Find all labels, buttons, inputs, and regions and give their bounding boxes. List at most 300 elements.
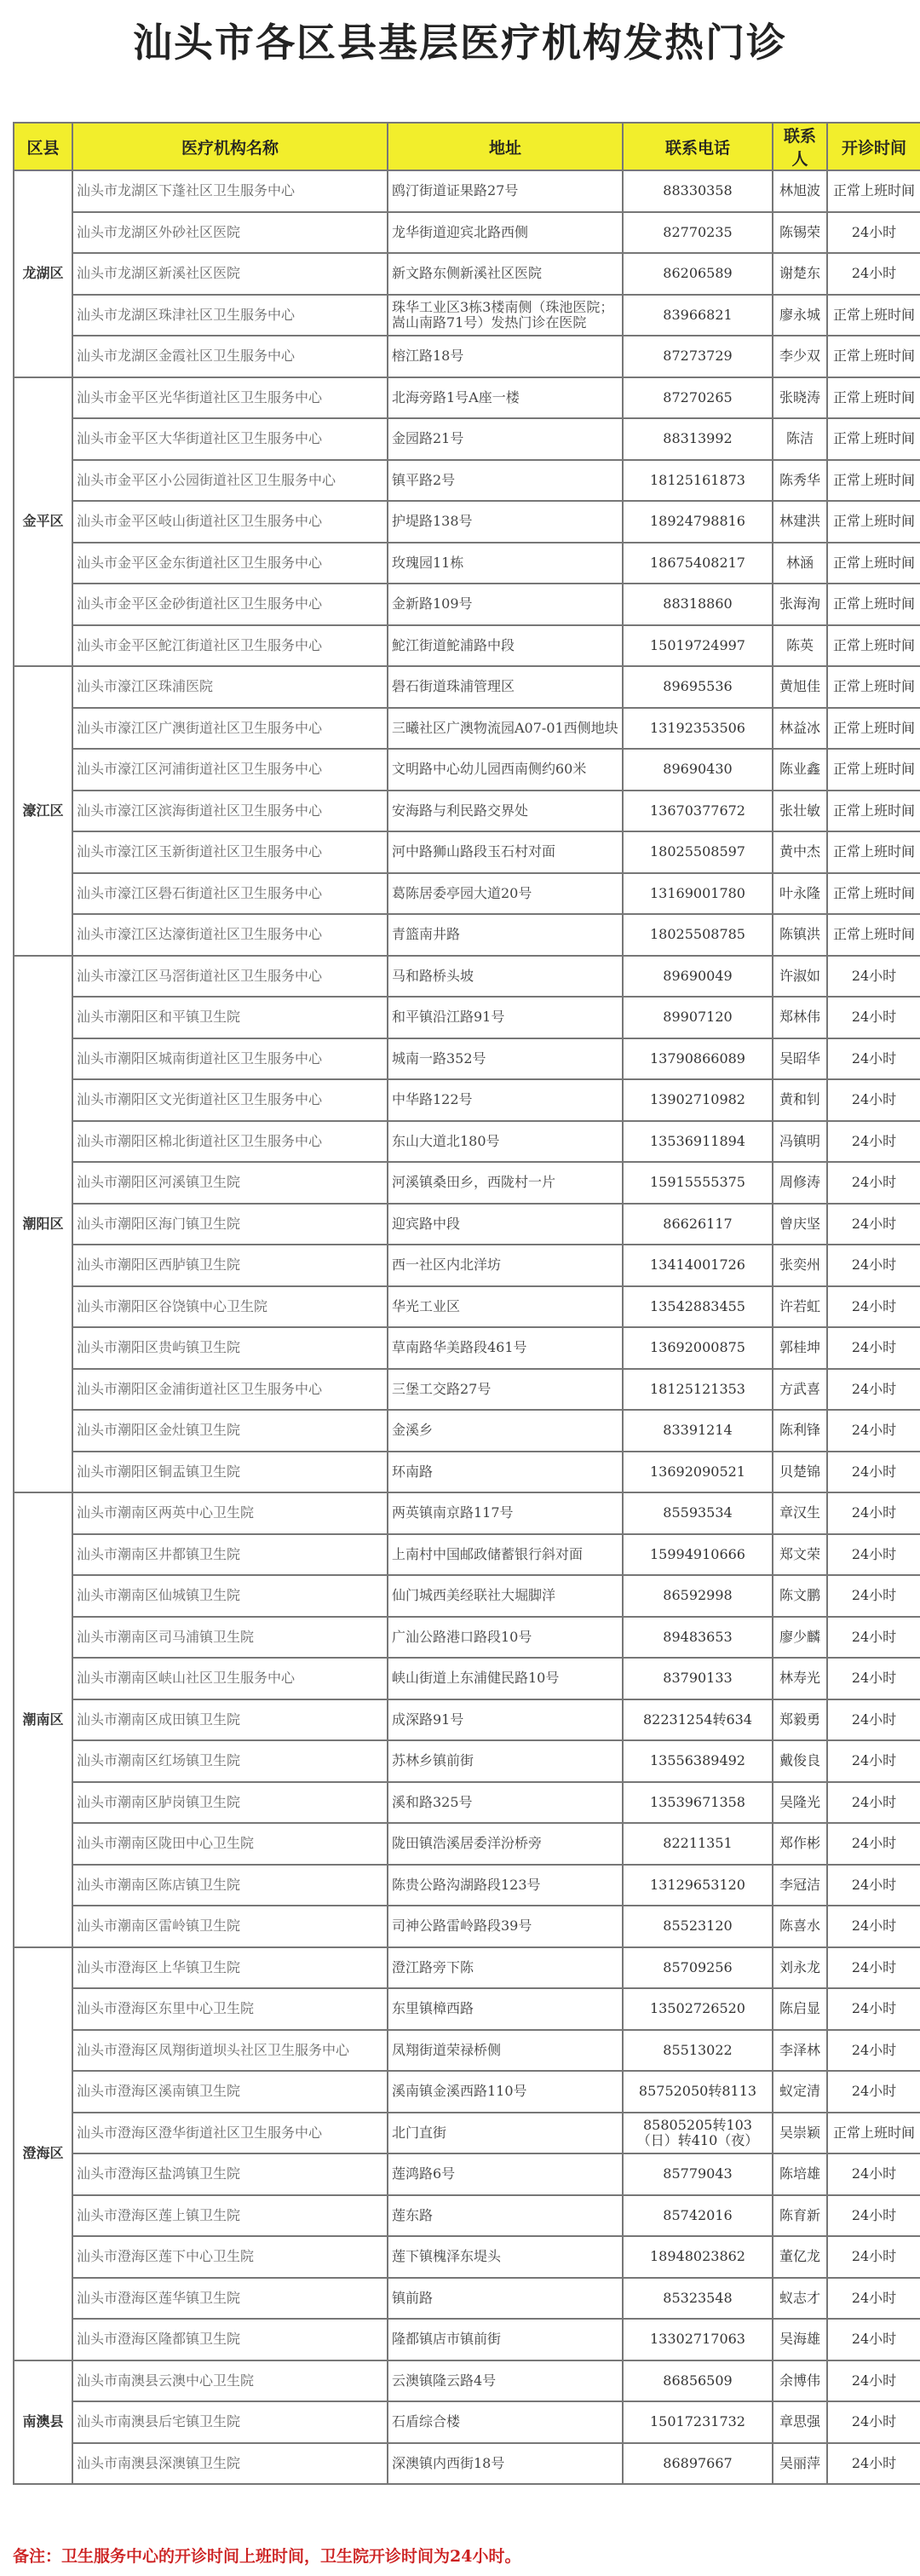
- name-cell: 汕头市潮阳区河溪镇卫生院: [72, 1162, 388, 1204]
- phone-cell: 83966821: [623, 295, 773, 336]
- phone-cell: 88330358: [623, 170, 773, 212]
- name-cell: 汕头市潮南区仙城镇卫生院: [72, 1575, 388, 1617]
- name-cell: 汕头市濠江区玉新街道社区卫生服务中心: [72, 831, 388, 873]
- hours-cell: 正常上班时间: [827, 708, 920, 750]
- phone-cell: 88313992: [623, 418, 773, 460]
- address-cell: 草南路华美路段461号: [388, 1327, 623, 1369]
- name-cell: 汕头市龙湖区新溪社区医院: [72, 253, 388, 295]
- table-row: [14, 1658, 920, 1699]
- name-cell: 汕头市澄海区莲下中心卫生院: [72, 2236, 388, 2278]
- phone-cell: 13169001780: [623, 873, 773, 915]
- hours-cell: 正常上班时间: [827, 418, 920, 460]
- phone-cell: 15017231732: [623, 2401, 773, 2443]
- hours-cell: 24小时: [827, 1699, 920, 1741]
- name-cell: 汕头市潮阳区文光街道社区卫生服务中心: [72, 1079, 388, 1121]
- district-cell: 南澳县: [14, 2360, 72, 2485]
- address-cell: 上南村中国邮政储蓄银行斜对面: [388, 1534, 623, 1576]
- contact-cell: 李泽林: [773, 2030, 827, 2072]
- name-cell: 汕头市潮阳区西胪镇卫生院: [72, 1245, 388, 1286]
- contact-cell: 吴丽萍: [773, 2443, 827, 2485]
- contact-cell: 谢楚东: [773, 253, 827, 295]
- address-cell: 西一社区内北洋坊: [388, 1245, 623, 1286]
- contact-cell: 郑林伟: [773, 997, 827, 1038]
- contact-cell: 李少双: [773, 336, 827, 377]
- phone-cell: 13302717063: [623, 2319, 773, 2360]
- hours-cell: 24小时: [827, 1162, 920, 1204]
- phone-cell: 82231254转634: [623, 1699, 773, 1741]
- table-row: [14, 1079, 920, 1121]
- hours-cell: 正常上班时间: [827, 666, 920, 708]
- address-cell: 溪和路325号: [388, 1782, 623, 1824]
- address-cell: 河中路狮山路段玉石村对面: [388, 831, 623, 873]
- table-row: [14, 1534, 920, 1576]
- table-row: [14, 2113, 920, 2154]
- address-cell: 隆都镇店市镇前街: [388, 2319, 623, 2360]
- table-row: [14, 170, 920, 212]
- address-cell: 司神公路雷岭路段39号: [388, 1906, 623, 1947]
- table-row: [14, 295, 920, 336]
- table-row: [14, 1369, 920, 1411]
- name-cell: 汕头市澄海区溪南镇卫生院: [72, 2071, 388, 2113]
- hours-cell: 正常上班时间: [827, 791, 920, 832]
- address-cell: 金溪乡: [388, 1410, 623, 1452]
- address-cell: 龙华街道迎宾北路西侧: [388, 212, 623, 254]
- name-cell: 汕头市澄海区上华镇卫生院: [72, 1947, 388, 1989]
- address-cell: 东山大道北180号: [388, 1121, 623, 1163]
- address-cell: 迎宾路中段: [388, 1204, 623, 1245]
- hours-cell: 24小时: [827, 1410, 920, 1452]
- table-row: [14, 543, 920, 584]
- address-cell: 莲鸿路6号: [388, 2153, 623, 2195]
- contact-cell: 林旭波: [773, 170, 827, 212]
- table-row: [14, 1575, 920, 1617]
- contact-cell: 章思强: [773, 2401, 827, 2443]
- address-cell: 和平镇沿江路91号: [388, 997, 623, 1038]
- name-cell: 汕头市潮南区胪岗镇卫生院: [72, 1782, 388, 1824]
- name-cell: 汕头市潮阳区和平镇卫生院: [72, 997, 388, 1038]
- address-cell: 莲东路: [388, 2195, 623, 2237]
- address-cell: 马和路桥头坡: [388, 956, 623, 998]
- phone-cell: 89907120: [623, 997, 773, 1038]
- table-row: [14, 914, 920, 956]
- table-row: [14, 418, 920, 460]
- contact-cell: 郑毅勇: [773, 1699, 827, 1741]
- table-row: [14, 584, 920, 625]
- hours-cell: 24小时: [827, 1865, 920, 1906]
- hours-cell: 24小时: [827, 1038, 920, 1080]
- table-row: [14, 253, 920, 295]
- name-cell: 汕头市澄海区盐鸿镇卫生院: [72, 2153, 388, 2195]
- phone-cell: 82211351: [623, 1823, 773, 1865]
- hours-cell: 24小时: [827, 1617, 920, 1659]
- name-cell: 汕头市潮阳区贵屿镇卫生院: [72, 1327, 388, 1369]
- phone-cell: 83391214: [623, 1410, 773, 1452]
- hours-cell: 24小时: [827, 2443, 920, 2485]
- table-row: [14, 791, 920, 832]
- table-row: [14, 377, 920, 419]
- name-cell: 汕头市金平区金东街道社区卫生服务中心: [72, 543, 388, 584]
- address-cell: 北门直街: [388, 2113, 623, 2154]
- contact-cell: 李冠洁: [773, 1865, 827, 1906]
- header-row: [14, 123, 920, 170]
- table-row: [14, 873, 920, 915]
- name-cell: 汕头市潮南区雷岭镇卫生院: [72, 1906, 388, 1947]
- hours-cell: 24小时: [827, 1988, 920, 2030]
- name-cell: 汕头市金平区金砂街道社区卫生服务中心: [72, 584, 388, 625]
- phone-cell: 87270265: [623, 377, 773, 419]
- address-cell: 凤翔街道荣禄桥侧: [388, 2030, 623, 2072]
- phone-cell: 13790866089: [623, 1038, 773, 1080]
- phone-cell: 86592998: [623, 1575, 773, 1617]
- phone-cell: 87273729: [623, 336, 773, 377]
- table-row: [14, 2071, 920, 2113]
- name-cell: 汕头市潮南区陇田中心卫生院: [72, 1823, 388, 1865]
- phone-cell: 85742016: [623, 2195, 773, 2237]
- name-cell: 汕头市潮南区红场镇卫生院: [72, 1740, 388, 1782]
- hours-cell: 正常上班时间: [827, 336, 920, 377]
- table-row: [14, 2195, 920, 2237]
- contact-cell: 刘永龙: [773, 1947, 827, 1989]
- hours-cell: 正常上班时间: [827, 295, 920, 336]
- contact-cell: 陈英: [773, 625, 827, 667]
- table-row: [14, 336, 920, 377]
- address-cell: 峡山街道上东浦健民路10号: [388, 1658, 623, 1699]
- contact-cell: 陈镇洪: [773, 914, 827, 956]
- table-row: [14, 1865, 920, 1906]
- hours-cell: 24小时: [827, 1906, 920, 1947]
- table-body: [14, 170, 920, 2484]
- contact-cell: 陈启显: [773, 1988, 827, 2030]
- contact-cell: 郑文荣: [773, 1534, 827, 1576]
- address-cell: 青篮南井路: [388, 914, 623, 956]
- address-cell: 文明路中心幼儿园西南侧约60米: [388, 749, 623, 791]
- address-cell: 北海旁路1号A座一楼: [388, 377, 623, 419]
- table-row: [14, 1906, 920, 1947]
- address-cell: 鮀江街道鮀浦路中段: [388, 625, 623, 667]
- contact-cell: 陈育新: [773, 2195, 827, 2237]
- contact-cell: 陈喜水: [773, 1906, 827, 1947]
- clinic-table: [13, 122, 920, 2485]
- name-cell: 汕头市澄海区凤翔街道坝头社区卫生服务中心: [72, 2030, 388, 2072]
- name-cell: 汕头市潮阳区铜盂镇卫生院: [72, 1452, 388, 1493]
- phone-cell: 13902710982: [623, 1079, 773, 1121]
- address-cell: 珠华工业区3栋3楼南侧（珠池医院；嵩山南路71号）发热门诊在医院: [388, 295, 623, 336]
- table-row: [14, 1617, 920, 1659]
- contact-cell: 陈洁: [773, 418, 827, 460]
- address-cell: 镇前路: [388, 2278, 623, 2320]
- name-cell: 汕头市南澳县后宅镇卫生院: [72, 2401, 388, 2443]
- address-cell: 莲下镇槐泽东堤头: [388, 2236, 623, 2278]
- contact-cell: 陈利锋: [773, 1410, 827, 1452]
- contact-cell: 郑作彬: [773, 1823, 827, 1865]
- hours-cell: 24小时: [827, 2236, 920, 2278]
- table-row: [14, 1740, 920, 1782]
- name-cell: 汕头市金平区岐山街道社区卫生服务中心: [72, 501, 388, 543]
- hours-cell: 24小时: [827, 2278, 920, 2320]
- table-row: [14, 997, 920, 1038]
- phone-cell: 13692000875: [623, 1327, 773, 1369]
- name-cell: 汕头市濠江区滨海街道社区卫生服务中心: [72, 791, 388, 832]
- table-row: [14, 1823, 920, 1865]
- hours-cell: 正常上班时间: [827, 543, 920, 584]
- address-cell: 石盾综合楼: [388, 2401, 623, 2443]
- phone-cell: 18125121353: [623, 1369, 773, 1411]
- address-cell: 中华路122号: [388, 1079, 623, 1121]
- page-title: 汕头市各区县基层医疗机构发热门诊: [133, 20, 787, 66]
- header-name: 医疗机构名称: [72, 123, 388, 170]
- address-cell: 河溪镇桑田乡，西陇村一片: [388, 1162, 623, 1204]
- name-cell: 汕头市潮阳区城南街道社区卫生服务中心: [72, 1038, 388, 1080]
- phone-cell: 13556389492: [623, 1740, 773, 1782]
- address-cell: 新文路东侧新溪社区医院: [388, 253, 623, 295]
- phone-cell: 85752050转8113: [623, 2071, 773, 2113]
- phone-cell: 18025508597: [623, 831, 773, 873]
- contact-cell: 林寿光: [773, 1658, 827, 1699]
- hours-cell: 正常上班时间: [827, 625, 920, 667]
- table-row: [14, 625, 920, 667]
- hours-cell: 24小时: [827, 2401, 920, 2443]
- address-cell: 成深路91号: [388, 1699, 623, 1741]
- address-cell: 溪南镇金溪西路110号: [388, 2071, 623, 2113]
- hours-cell: 正常上班时间: [827, 170, 920, 212]
- hours-cell: 24小时: [827, 2319, 920, 2360]
- contact-cell: 陈业鑫: [773, 749, 827, 791]
- name-cell: 汕头市澄海区莲华镇卫生院: [72, 2278, 388, 2320]
- address-cell: 环南路: [388, 1452, 623, 1493]
- name-cell: 汕头市潮南区成田镇卫生院: [72, 1699, 388, 1741]
- phone-cell: 15994910666: [623, 1534, 773, 1576]
- hours-cell: 24小时: [827, 1079, 920, 1121]
- phone-cell: 13539671358: [623, 1782, 773, 1824]
- district-cell: 金平区: [14, 377, 72, 667]
- hours-cell: 24小时: [827, 1740, 920, 1782]
- address-cell: 三曦社区广澳物流园A07-01西侧地块: [388, 708, 623, 750]
- table-row: [14, 1327, 920, 1369]
- address-cell: 澄江路旁下陈: [388, 1947, 623, 1989]
- name-cell: 汕头市潮阳区棉北街道社区卫生服务中心: [72, 1121, 388, 1163]
- address-cell: 金园路21号: [388, 418, 623, 460]
- contact-cell: 黄和钊: [773, 1079, 827, 1121]
- phone-cell: 86897667: [623, 2443, 773, 2485]
- phone-cell: 18125161873: [623, 460, 773, 502]
- name-cell: 汕头市澄海区东里中心卫生院: [72, 1988, 388, 2030]
- contact-cell: 郭桂坤: [773, 1327, 827, 1369]
- phone-cell: 15019724997: [623, 625, 773, 667]
- phone-cell: 85805205转103（日）转410（夜）: [623, 2113, 773, 2154]
- hours-cell: 24小时: [827, 1286, 920, 1328]
- table-row: [14, 2153, 920, 2195]
- phone-cell: 86626117: [623, 1204, 773, 1245]
- name-cell: 汕头市龙湖区金霞社区卫生服务中心: [72, 336, 388, 377]
- hours-cell: 24小时: [827, 253, 920, 295]
- name-cell: 汕头市金平区大华街道社区卫生服务中心: [72, 418, 388, 460]
- hours-cell: 24小时: [827, 2360, 920, 2402]
- contact-cell: 陈秀华: [773, 460, 827, 502]
- contact-cell: 黄中杰: [773, 831, 827, 873]
- hours-cell: 正常上班时间: [827, 501, 920, 543]
- table-row: [14, 1286, 920, 1328]
- contact-cell: 陈文鹏: [773, 1575, 827, 1617]
- contact-cell: 林涵: [773, 543, 827, 584]
- district-cell: 龙湖区: [14, 170, 72, 377]
- hours-cell: 24小时: [827, 1452, 920, 1493]
- name-cell: 汕头市濠江区马滘街道社区卫生服务中心: [72, 956, 388, 998]
- phone-cell: 85323548: [623, 2278, 773, 2320]
- contact-cell: 董亿龙: [773, 2236, 827, 2278]
- phone-cell: 89690049: [623, 956, 773, 998]
- contact-cell: 廖少麟: [773, 1617, 827, 1659]
- contact-cell: 冯镇明: [773, 1121, 827, 1163]
- name-cell: 汕头市金平区鮀江街道社区卫生服务中心: [72, 625, 388, 667]
- contact-cell: 蚁定清: [773, 2071, 827, 2113]
- name-cell: 汕头市潮南区陈店镇卫生院: [72, 1865, 388, 1906]
- phone-cell: 13414001726: [623, 1245, 773, 1286]
- phone-cell: 85523120: [623, 1906, 773, 1947]
- phone-cell: 13670377672: [623, 791, 773, 832]
- name-cell: 汕头市澄海区隆都镇卫生院: [72, 2319, 388, 2360]
- contact-cell: 吴隆光: [773, 1782, 827, 1824]
- hours-cell: 24小时: [827, 2030, 920, 2072]
- address-cell: 深澳镇内西街18号: [388, 2443, 623, 2485]
- contact-cell: 林益冰: [773, 708, 827, 750]
- name-cell: 汕头市濠江区礐石街道社区卫生服务中心: [72, 873, 388, 915]
- header-hours: 开诊时间: [827, 123, 920, 170]
- address-cell: 礐石街道珠浦管理区: [388, 666, 623, 708]
- district-cell: 澄海区: [14, 1947, 72, 2360]
- phone-cell: 85709256: [623, 1947, 773, 1989]
- contact-cell: 许淑如: [773, 956, 827, 998]
- contact-cell: 黄旭佳: [773, 666, 827, 708]
- table-row: [14, 2319, 920, 2360]
- table-row: [14, 2278, 920, 2320]
- table-row: [14, 749, 920, 791]
- phone-cell: 13542883455: [623, 1286, 773, 1328]
- phone-cell: 85593534: [623, 1492, 773, 1534]
- name-cell: 汕头市濠江区河浦街道社区卫生服务中心: [72, 749, 388, 791]
- address-cell: 护堤路138号: [388, 501, 623, 543]
- phone-cell: 18948023862: [623, 2236, 773, 2278]
- phone-cell: 86856509: [623, 2360, 773, 2402]
- hours-cell: 正常上班时间: [827, 460, 920, 502]
- header-district: 区县: [14, 123, 72, 170]
- table-row: [14, 666, 920, 708]
- contact-cell: 张晓涛: [773, 377, 827, 419]
- address-cell: 榕江路18号: [388, 336, 623, 377]
- address-cell: 华光工业区: [388, 1286, 623, 1328]
- phone-cell: 13502726520: [623, 1988, 773, 2030]
- address-cell: 镇平路2号: [388, 460, 623, 502]
- table-row: [14, 1204, 920, 1245]
- hours-cell: 正常上班时间: [827, 2113, 920, 2154]
- address-cell: 三堡工交路27号: [388, 1369, 623, 1411]
- contact-cell: 吴昭华: [773, 1038, 827, 1080]
- address-cell: 两英镇南京路117号: [388, 1492, 623, 1534]
- contact-cell: 林建洪: [773, 501, 827, 543]
- address-cell: 安海路与利民路交界处: [388, 791, 623, 832]
- hours-cell: 24小时: [827, 1534, 920, 1576]
- contact-cell: 章汉生: [773, 1492, 827, 1534]
- name-cell: 汕头市龙湖区下蓬社区卫生服务中心: [72, 170, 388, 212]
- contact-cell: 叶永隆: [773, 873, 827, 915]
- name-cell: 汕头市龙湖区珠津社区卫生服务中心: [72, 295, 388, 336]
- contact-cell: 陈培雄: [773, 2153, 827, 2195]
- hours-cell: 24小时: [827, 1327, 920, 1369]
- hours-cell: 正常上班时间: [827, 873, 920, 915]
- name-cell: 汕头市濠江区广澳街道社区卫生服务中心: [72, 708, 388, 750]
- phone-cell: 13192353506: [623, 708, 773, 750]
- contact-cell: 贝楚锦: [773, 1452, 827, 1493]
- phone-cell: 13692090521: [623, 1452, 773, 1493]
- table-row: [14, 1162, 920, 1204]
- name-cell: 汕头市潮阳区海门镇卫生院: [72, 1204, 388, 1245]
- contact-cell: 陈锡荣: [773, 212, 827, 254]
- name-cell: 汕头市潮南区两英中心卫生院: [72, 1492, 388, 1534]
- hours-cell: 24小时: [827, 1492, 920, 1534]
- header-phone: 联系电话: [623, 123, 773, 170]
- address-cell: 云澳镇隆云路4号: [388, 2360, 623, 2402]
- name-cell: 汕头市潮南区井都镇卫生院: [72, 1534, 388, 1576]
- phone-cell: 89695536: [623, 666, 773, 708]
- contact-cell: 张壮敏: [773, 791, 827, 832]
- address-cell: 玫瑰园11栋: [388, 543, 623, 584]
- hours-cell: 24小时: [827, 1823, 920, 1865]
- phone-cell: 18924798816: [623, 501, 773, 543]
- address-cell: 苏林乡镇前街: [388, 1740, 623, 1782]
- table-row: [14, 1452, 920, 1493]
- hours-cell: 24小时: [827, 1204, 920, 1245]
- table-row: [14, 708, 920, 750]
- name-cell: 汕头市南澳县深澳镇卫生院: [72, 2443, 388, 2485]
- contact-cell: 周修涛: [773, 1162, 827, 1204]
- name-cell: 汕头市南澳县云澳中心卫生院: [72, 2360, 388, 2402]
- address-cell: 广汕公路港口路段10号: [388, 1617, 623, 1659]
- phone-cell: 86206589: [623, 253, 773, 295]
- name-cell: 汕头市潮南区峡山社区卫生服务中心: [72, 1658, 388, 1699]
- contact-cell: 张奕州: [773, 1245, 827, 1286]
- table-row: [14, 501, 920, 543]
- phone-cell: 89690430: [623, 749, 773, 791]
- phone-cell: 18025508785: [623, 914, 773, 956]
- header-contact: 联系人: [773, 123, 827, 170]
- table-row: [14, 1245, 920, 1286]
- table-row: [14, 1699, 920, 1741]
- hours-cell: 24小时: [827, 1245, 920, 1286]
- address-cell: 城南一路352号: [388, 1038, 623, 1080]
- phone-cell: 85513022: [623, 2030, 773, 2072]
- hours-cell: 正常上班时间: [827, 831, 920, 873]
- table-row: [14, 2360, 920, 2402]
- table-row: [14, 2030, 920, 2072]
- district-cell: 潮南区: [14, 1492, 72, 1947]
- contact-cell: 吴崇颖: [773, 2113, 827, 2154]
- district-cell: 濠江区: [14, 666, 72, 956]
- name-cell: 汕头市濠江区达濠街道社区卫生服务中心: [72, 914, 388, 956]
- contact-cell: 吴海雄: [773, 2319, 827, 2360]
- phone-cell: 88318860: [623, 584, 773, 625]
- address-cell: 葛陈居委亭园大道20号: [388, 873, 623, 915]
- table-row: [14, 1121, 920, 1163]
- table-row: [14, 2443, 920, 2485]
- contact-cell: 蚁志才: [773, 2278, 827, 2320]
- phone-cell: 89483653: [623, 1617, 773, 1659]
- name-cell: 汕头市潮南区司马浦镇卫生院: [72, 1617, 388, 1659]
- hours-cell: 正常上班时间: [827, 914, 920, 956]
- address-cell: 东里镇樟西路: [388, 1988, 623, 2030]
- contact-cell: 许若虹: [773, 1286, 827, 1328]
- hours-cell: 正常上班时间: [827, 584, 920, 625]
- hours-cell: 正常上班时间: [827, 749, 920, 791]
- hours-cell: 24小时: [827, 1658, 920, 1699]
